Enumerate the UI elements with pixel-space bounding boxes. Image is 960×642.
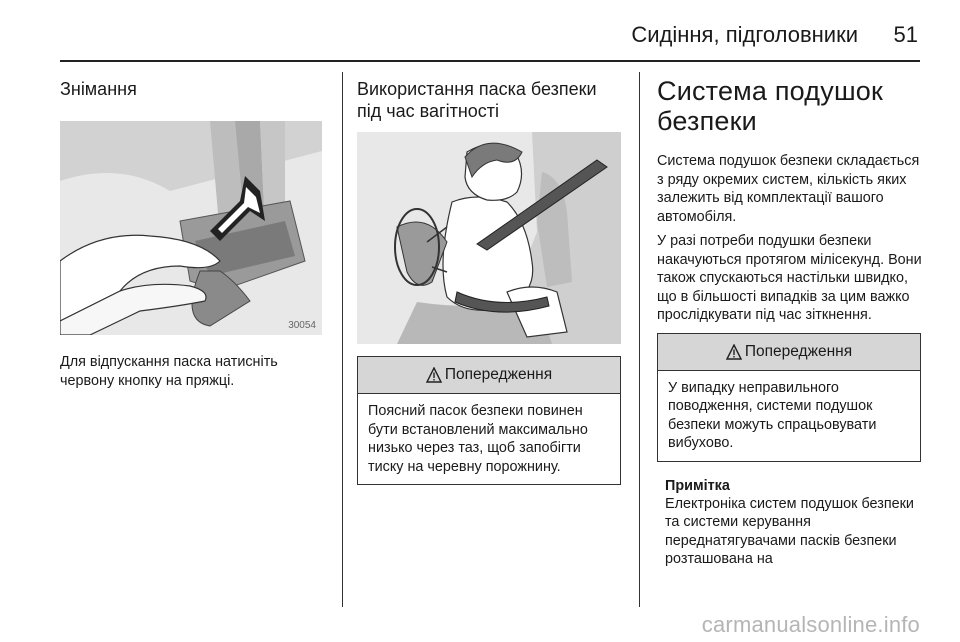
buckle-release-drawing bbox=[60, 121, 322, 335]
column-pregnancy bbox=[357, 74, 623, 485]
note-text: Електроніка систем подушок безпеки та системи керування переднатягувачами пасків безпеки розташована на bbox=[665, 495, 914, 567]
page-header bbox=[60, 18, 920, 58]
column-airbags bbox=[657, 74, 922, 569]
warning-text: Поясний пасок безпеки повинен бути встановлений максимально низько через таз, щоб запобігти тиску на черевну порожнину. bbox=[368, 403, 588, 475]
figure-number: 30054 bbox=[288, 320, 316, 331]
warning-header bbox=[358, 357, 620, 394]
warning-box-pregnancy bbox=[357, 356, 621, 485]
section-heading-pregnancy-line1: Використання паска безпеки bbox=[357, 79, 597, 99]
pregnant-driver-illustration bbox=[357, 132, 621, 344]
warning-header bbox=[658, 334, 920, 371]
column-divider-1 bbox=[342, 72, 343, 607]
removal-text: Для відпускання паска натисніть червону кнопку на пряжці. bbox=[60, 354, 278, 389]
pregnant-driver-drawing bbox=[357, 132, 621, 344]
warning-title: Попередження bbox=[744, 342, 853, 360]
column-divider-2 bbox=[639, 72, 640, 607]
watermark: carmanualsonline.info bbox=[701, 612, 920, 637]
warning-text: У випадку неправильного поводження, системи подушок безпеки можуть спрацьовувати вибухово. bbox=[668, 379, 877, 451]
airbags-paragraph-2: У разі потреби подушки безпеки накачуються протягом мілісекунд. Вони також спускаються настільки швидко, що в більшості випадків за цим важко прослідкувати під час зіткнення. bbox=[657, 233, 922, 323]
note-title: Примітка bbox=[665, 477, 730, 494]
column-removal bbox=[60, 74, 330, 390]
page-number: 51 bbox=[893, 22, 918, 47]
buckle-release-illustration bbox=[60, 121, 322, 335]
warning-title: Попередження bbox=[444, 366, 553, 383]
warning-triangle-icon bbox=[426, 367, 442, 383]
warning-box-airbags bbox=[657, 333, 921, 462]
airbags-paragraph-1: Система подушок безпеки складається з ряду окремих систем, кількість яких залежить від комплектації вашого автомобіля. bbox=[657, 153, 920, 225]
note-block bbox=[657, 477, 922, 569]
section-heading-airbags-line2: безпеки bbox=[657, 106, 757, 136]
section-heading-removal: Знімання bbox=[60, 79, 137, 99]
page-title: Сидіння, підголовники bbox=[631, 22, 858, 47]
section-heading-airbags-line1: Система подушок bbox=[657, 76, 884, 106]
section-heading-pregnancy-line2: під час вагітності bbox=[357, 101, 500, 121]
warning-triangle-icon bbox=[726, 344, 742, 360]
header-rule bbox=[60, 60, 920, 62]
